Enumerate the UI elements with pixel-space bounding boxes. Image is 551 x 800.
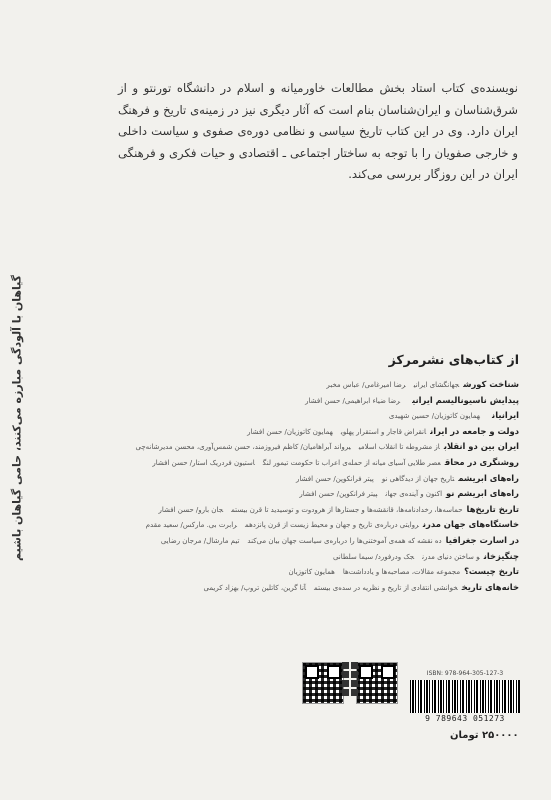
book-authors: استیون فردریک استار/ حسن افشار xyxy=(152,458,255,467)
book-title: ایرانیان xyxy=(492,410,519,421)
book-subtitle: تاریخ جهان از دیدگاهی نو xyxy=(381,474,455,483)
book-authors: رضا امیرغامی/ عباس مخبر xyxy=(326,381,406,389)
book-authors: همایون کاتوزیان/ حسن افشار xyxy=(247,427,333,436)
book-authors: همایون کاتوزیان xyxy=(288,568,335,577)
spine-slogan xyxy=(6,268,28,568)
book-title: چنگیزخان xyxy=(483,550,519,561)
book-authors: همایون کاتوزیان/ حسین شهیدی xyxy=(388,412,481,421)
book-title: شناخت کورش xyxy=(463,379,519,389)
book-item xyxy=(119,393,519,409)
book-title: روشنگری در محاق xyxy=(444,456,519,467)
book-item xyxy=(119,580,519,596)
isbn-label: ISBN: 978-964-305-127-3 xyxy=(426,670,504,677)
book-item xyxy=(119,471,519,487)
book-authors: جک ودرفورد/ سیما سلطانی xyxy=(332,552,415,561)
book-title: در اسارت جغرافیا xyxy=(445,534,519,545)
book-subtitle: انقراض قاجار و استقرار پهلوی xyxy=(340,427,427,436)
book-title: راه‌های ابریشم xyxy=(458,472,519,483)
book-item xyxy=(119,517,519,533)
book-authors: یرواند آبراهامیان/ کاظم فیروزمند، حسن شمس‌آوری، محسن مدیرشانه‌چی xyxy=(135,443,351,452)
barcode-icon xyxy=(410,680,520,713)
book-authors: پیتر فرانکوپن/ حسن افشار xyxy=(295,474,374,483)
book-subtitle: مجموعه مقالات، مصاحبه‌ها و یادداشت‌ها xyxy=(342,568,461,577)
book-authors: رضا ضیاء ابراهیمی/ حسن افشار xyxy=(305,396,401,405)
book-authors: رابرت بی. مارکس/ سعید مقدم xyxy=(145,521,238,530)
publisher-logo-icon xyxy=(342,662,358,698)
book-title: ایران بین دو انقلاب xyxy=(443,441,519,452)
book-item xyxy=(119,424,519,440)
book-authors: پیتر فرانکوپن/ حسن افشار xyxy=(299,490,378,499)
book-authors: تیم مارشال/ مرجان رضایی xyxy=(160,536,240,545)
price-label: ۲۵۰۰۰۰ تومان xyxy=(450,730,519,741)
book-list-title: از کتاب‌های نشرمرکز xyxy=(388,352,519,367)
book-subtitle: حماسه‌ها، رخدادنامه‌ها، قانقشه‌ها و جستارها از هرودوت و توسیدید تا قرن بیستم xyxy=(231,505,463,514)
book-item xyxy=(119,439,519,455)
book-authors: آنا گرین، کاتلین تروپ/ بهزاد کریمی xyxy=(203,583,307,592)
book-title: دولت و جامعه در ایران xyxy=(430,425,519,436)
book-subtitle: عصر طلایی آسیای میانه از حمله‌ی اعراب تا حکومت تیمور لنگ xyxy=(262,458,441,467)
book-item xyxy=(119,486,519,502)
book-item xyxy=(119,564,519,580)
book-title: خاستگاه‌های جهان مدرن xyxy=(422,519,519,530)
book-subtitle: روایتی درباره‌ی تاریخ و جهان و محیط زیست از قرن پانزدهم xyxy=(245,521,419,530)
book-item xyxy=(119,408,519,424)
book-item xyxy=(119,455,519,471)
barcode-number: 9 789643 051273 xyxy=(425,714,505,723)
book-item xyxy=(119,549,519,565)
qr-code-left xyxy=(302,662,344,704)
book-item xyxy=(119,502,519,518)
book-item xyxy=(119,533,519,549)
book-subtitle: خوانشی انتقادی از تاریخ و نظریه در سده‌ی بیستم xyxy=(314,583,458,592)
book-title: راه‌های ابریشم نو xyxy=(446,488,519,499)
book-title: خانه‌های تاریخ xyxy=(461,581,519,592)
book-subtitle: و ساختن دنیای مدرن xyxy=(422,552,480,561)
book-subtitle: ده نقشه که همه‌ی آموختنی‌ها را درباره‌ی سیاست جهان بیان می‌کند xyxy=(247,536,442,545)
book-subtitle: اکنون و آینده‌ی جهان xyxy=(385,490,443,499)
book-authors: جان بارو/ حسن افشار xyxy=(158,505,224,514)
book-subtitle: جهانگشای ایرانی xyxy=(413,381,460,389)
book-list xyxy=(119,377,519,595)
spine-slogan-text: گیاهان با آلودگی مبارزه می‌کنند، حامی گیاهان باشیم xyxy=(10,275,24,561)
book-title: تاریخ چیست؟ xyxy=(464,566,519,577)
description-paragraph: نویسنده‌ی کتاب استاد بخش مطالعات خاورمیانه و اسلام در دانشگاه تورنتو و از شرق‌شناسان و ایران‌شناسان بنام است که آثار دیگری نیز در زمینه‌ی تاریخ و فرهنگ ایران دارد. وی در این کتاب تاریخ سیاسی و نظامی دوره‌ی صفوی و سیاست داخلی و خارجی صفویان را با توجه به ساختار اجتماعی ـ اقتصادی و حیات فکری و فرهنگی ایران در این روزگار بررسی می‌کند. xyxy=(118,81,518,181)
book-subtitle: از مشروطه تا انقلاب اسلامی xyxy=(358,443,440,452)
book-title: پیدایش ناسیونالیسم ایرانی xyxy=(412,394,519,405)
qr-code-right xyxy=(356,662,398,704)
book-title: تاریخ تاریخ‌ها xyxy=(466,503,519,514)
book-item xyxy=(119,377,519,393)
